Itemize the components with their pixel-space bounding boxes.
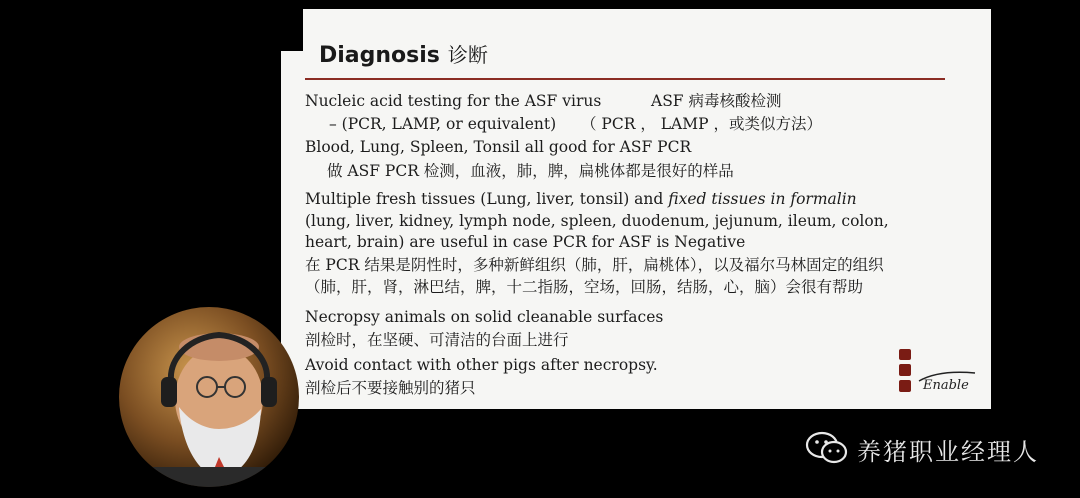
wechat-account-name: 养猪职业经理人 — [857, 438, 1039, 466]
title-english: Diagnosis — [319, 43, 440, 68]
bullet-line-6: (lung, liver, kidney, lymph node, spleen, duodenum, jejunum, ileum, colon, — [305, 212, 889, 230]
bullet-line-13: 剖检后不要接触别的猪只 — [305, 379, 476, 397]
title-chinese: 诊断 — [447, 43, 488, 67]
presenter-illustration — [119, 307, 299, 487]
presenter-video — [119, 307, 299, 487]
bullet-line-7: heart, brain) are useful in case PCR for ASF is Negative — [305, 233, 746, 251]
line-2-chinese: （ PCR ， LAMP ，或类似方法） — [581, 115, 822, 133]
line-1-english: Nucleic acid testing for the ASF virus — [305, 92, 602, 110]
logo-brand-text: Enable — [923, 378, 969, 393]
presentation-slide — [281, 9, 991, 409]
wechat-watermark — [805, 428, 1080, 468]
enable-logo — [893, 347, 979, 397]
slide-title — [319, 39, 488, 68]
bullet-line-2 — [329, 114, 822, 134]
bullet-line-11: 剖检时，在坚硬、可清洁的台面上进行 — [305, 331, 569, 349]
bullet-line-9: （肺，肝，肾，淋巴结，脾，十二指肠，空场，回肠，结肠，心，脑）会很有帮助 — [305, 278, 864, 296]
slide-corner-notch — [281, 9, 303, 51]
line-2-english: – (PCR, LAMP, or equivalent) — [329, 115, 557, 133]
bullet-line-5 — [305, 189, 857, 209]
line-1-chinese: ASF 病毒核酸检测 — [651, 92, 782, 110]
bullet-line-4: 做 ASF PCR 检测，血液，肺，脾，扁桃体都是很好的样品 — [327, 162, 734, 180]
wechat-icon — [805, 430, 849, 466]
line-5-text: Multiple fresh tissues (Lung, liver, tonsil) and — [305, 190, 669, 208]
bullet-line-12: Avoid contact with other pigs after necropsy. — [305, 356, 658, 374]
bullet-line-3: Blood, Lung, Spleen, Tonsil all good for ASF PCR — [305, 138, 692, 156]
bullet-line-8: 在 PCR 结果是阴性时，多种新鲜组织（肺，肝，扁桃体），以及福尔马林固定的组织 — [305, 256, 884, 274]
bullet-line-10: Necropsy animals on solid cleanable surfaces — [305, 308, 664, 326]
title-divider — [305, 78, 945, 80]
bullet-line-1 — [305, 91, 782, 111]
line-5-italic: fixed tissues in formalin — [668, 190, 857, 208]
